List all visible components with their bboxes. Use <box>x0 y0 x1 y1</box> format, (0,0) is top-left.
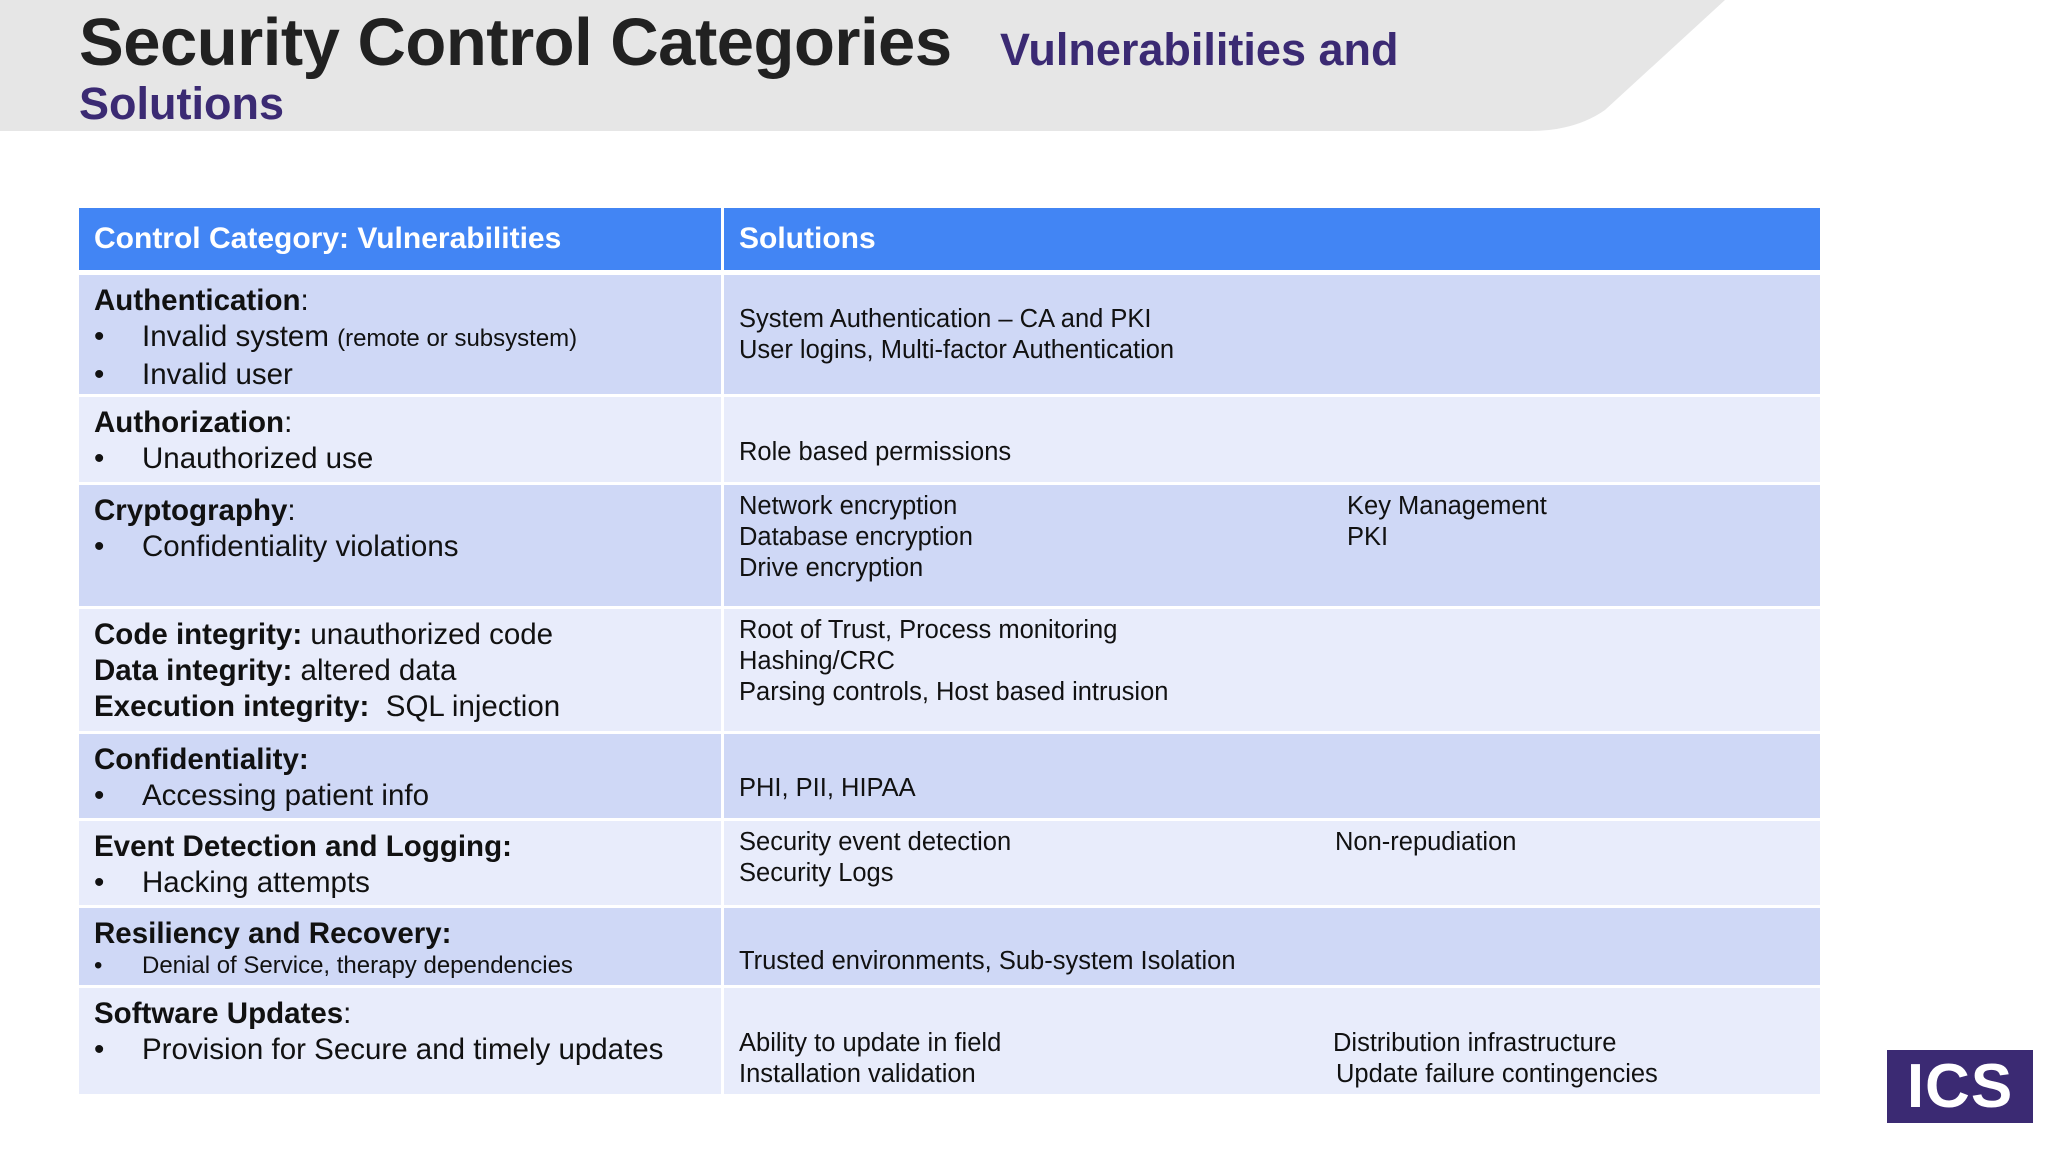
vulnerability-text: Accessing patient info <box>142 779 429 812</box>
vulnerability-cell <box>79 609 721 731</box>
solution-extra <box>1333 1028 1658 1090</box>
solution-cell <box>724 609 1820 731</box>
vulnerability-cell <box>79 734 721 818</box>
solution-item: Root of Trust, Process monitoring <box>739 616 1118 644</box>
vulnerability-text: Denial of Service, therapy dependencies <box>142 952 573 979</box>
colon: : <box>300 284 309 317</box>
bullet: • <box>94 358 105 391</box>
solution-cell <box>724 821 1820 905</box>
category-label: Authentication <box>94 284 301 317</box>
vulnerability-text: Provision for Secure and timely updates <box>142 1033 664 1066</box>
header-vulnerabilities: Control Category: Vulnerabilities <box>79 208 721 270</box>
solution-item: Update failure contingencies <box>1336 1060 1658 1088</box>
vulnerability-cell <box>79 988 721 1094</box>
solution-extra <box>1347 491 1547 553</box>
solution-item: Installation validation <box>739 1060 976 1088</box>
vulnerability-item <box>94 952 721 980</box>
solution-cell <box>724 485 1820 606</box>
category-label: Data integrity: <box>94 654 293 687</box>
solution-cell <box>724 908 1820 985</box>
vulnerability-text: Invalid user <box>142 358 293 391</box>
bullet: • <box>94 779 105 812</box>
bullet: • <box>94 866 105 899</box>
page-subtitle-line2: Solutions <box>79 78 284 129</box>
solution-item: Ability to update in field <box>739 1029 1002 1057</box>
table-row <box>79 821 1820 905</box>
vulnerability-item <box>94 529 721 565</box>
vulnerability-text: Invalid system <box>142 320 338 353</box>
vulnerability-note: (remote or subsystem) <box>337 325 578 352</box>
table-row <box>79 397 1820 482</box>
vulnerability-item <box>94 778 721 814</box>
table-row <box>79 485 1820 606</box>
vulnerability-cell <box>79 275 721 394</box>
solution-item: Key Management <box>1347 492 1547 520</box>
solution-cell <box>724 275 1820 394</box>
solution-item: Distribution infrastructure <box>1333 1029 1617 1057</box>
bullet: • <box>94 1033 105 1066</box>
vulnerability-item <box>94 357 721 393</box>
table-row <box>79 908 1820 985</box>
solution-item: Trusted environments, Sub-system Isolation <box>739 947 1236 975</box>
vulnerability-text: Unauthorized use <box>142 442 374 475</box>
solution-cell <box>724 988 1820 1094</box>
vulnerability-item <box>94 441 721 477</box>
category-label: Resiliency and Recovery: <box>94 917 452 950</box>
title-block <box>79 4 1479 133</box>
category-label: Code integrity: <box>94 618 303 651</box>
colon: : <box>287 494 296 527</box>
solution-item: Drive encryption <box>739 554 924 582</box>
category-label: Software Updates <box>94 997 344 1030</box>
solution-item: Database encryption <box>739 523 973 551</box>
solution-item: Network encryption <box>739 492 958 520</box>
vulnerability-cell <box>79 397 721 482</box>
integrity-line <box>94 617 721 653</box>
table-header <box>79 208 1820 270</box>
solution-item: Parsing controls, Host based intrusion <box>739 678 1169 706</box>
category-label: Authorization <box>94 406 285 439</box>
table-row <box>79 275 1820 394</box>
solution-extra <box>1335 827 1516 858</box>
colon: : <box>343 997 352 1030</box>
solution-item: Hashing/CRC <box>739 647 895 675</box>
header-solutions: Solutions <box>724 208 1820 270</box>
solution-item: PKI <box>1347 523 1389 551</box>
vulnerability-text: Hacking attempts <box>142 866 370 899</box>
table-row <box>79 988 1820 1094</box>
bullet: • <box>94 530 105 563</box>
vulnerability-item <box>94 1032 721 1068</box>
ics-logo: ICS <box>1887 1050 2033 1123</box>
vulnerability-text: SQL injection <box>369 690 561 723</box>
bullet: • <box>94 320 105 353</box>
vulnerability-cell <box>79 908 721 985</box>
page-title: Security Control Categories <box>79 5 952 80</box>
category-label: Cryptography <box>94 494 288 527</box>
bullet: • <box>94 442 105 475</box>
category-label: Event Detection and Logging: <box>94 830 512 863</box>
vulnerability-text: altered data <box>292 654 457 687</box>
vulnerability-item <box>94 319 721 357</box>
solution-cell <box>724 734 1820 818</box>
category-label: Execution integrity: <box>94 690 370 723</box>
solution-item: Non-repudiation <box>1335 828 1517 856</box>
solution-item: User logins, Multi-factor Authentication <box>739 335 1175 364</box>
category-label: Confidentiality: <box>94 743 309 776</box>
colon: : <box>284 406 293 439</box>
vulnerability-item <box>94 865 721 901</box>
integrity-line <box>94 689 721 725</box>
vulnerability-text: Confidentiality violations <box>142 530 459 563</box>
integrity-line <box>94 653 721 689</box>
controls-table <box>79 208 1820 1097</box>
solution-item: Security event detection <box>739 828 1012 856</box>
table-row <box>79 734 1820 818</box>
bullet: • <box>94 952 103 979</box>
page-subtitle: Vulnerabilities and <box>1000 24 1399 75</box>
table-row <box>79 609 1820 731</box>
solution-cell <box>724 397 1820 482</box>
solution-item: Security Logs <box>739 859 894 887</box>
vulnerability-cell <box>79 485 721 606</box>
vulnerability-text: unauthorized code <box>302 618 554 651</box>
solution-item: System Authentication – CA and PKI <box>739 304 1152 333</box>
solution-item: Role based permissions <box>739 438 1012 466</box>
solution-item: PHI, PII, HIPAA <box>739 774 916 802</box>
vulnerability-cell <box>79 821 721 905</box>
